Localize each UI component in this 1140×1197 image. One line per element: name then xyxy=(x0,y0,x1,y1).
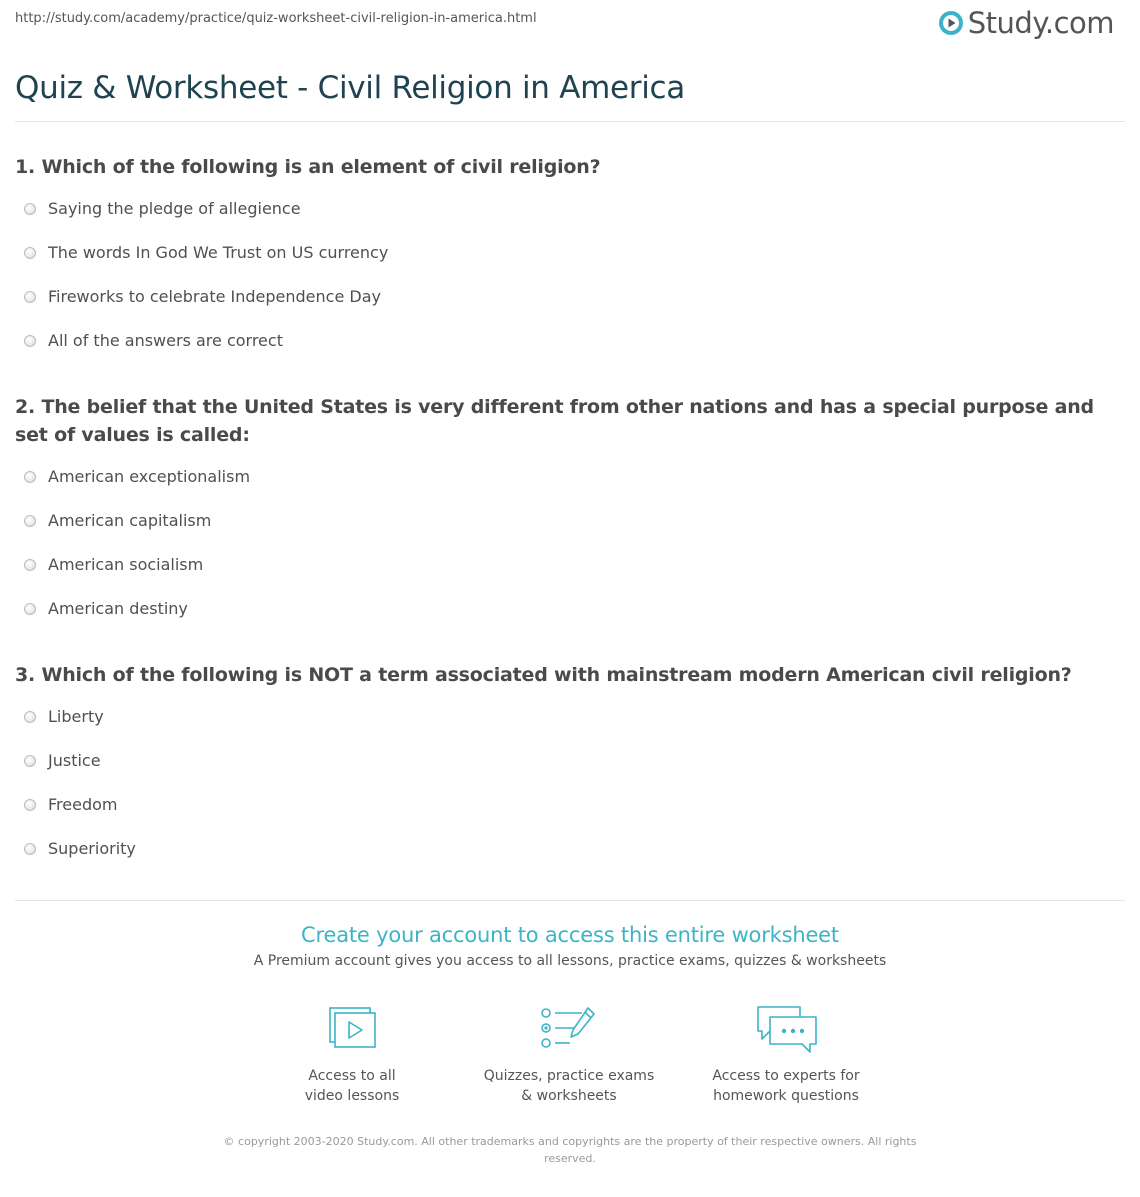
answer-option[interactable] xyxy=(24,511,211,530)
radio-button[interactable] xyxy=(24,291,36,303)
question-3: 3. Which of the following is NOT a term associated with mainstream modern American civil religion? xyxy=(15,664,1072,686)
radio-button[interactable] xyxy=(24,247,36,259)
answer-option[interactable] xyxy=(24,555,203,574)
feature-label: Access to all video lessons xyxy=(304,1068,400,1104)
copyright-footer: © copyright 2003-2020 Study.com. All other trademarks and copyrights are the property of their respective owners. All rights reserved. xyxy=(223,1135,917,1165)
study-logo[interactable] xyxy=(938,6,1114,40)
answer-option[interactable] xyxy=(24,243,388,262)
answer-option[interactable] xyxy=(24,707,104,726)
radio-button[interactable] xyxy=(24,799,36,811)
answer-label: The words In God We Trust on US currency xyxy=(48,243,389,262)
question-2: 2. The belief that the United States is very different from other nations and has a special purpose and set of values is called: xyxy=(15,396,1094,446)
create-account-link[interactable]: Create your account to access this entire worksheet xyxy=(301,923,839,947)
answer-option[interactable] xyxy=(24,467,250,486)
radio-button[interactable] xyxy=(24,203,36,215)
radio-button[interactable] xyxy=(24,515,36,527)
radio-button[interactable] xyxy=(24,711,36,723)
answer-label: American destiny xyxy=(48,599,188,618)
answer-label: American socialism xyxy=(48,555,204,574)
feature-experts xyxy=(686,1004,886,1106)
premium-description: A Premium account gives you access to all lessons, practice exams, quizzes & worksheets xyxy=(253,953,887,969)
title-divider xyxy=(15,121,1125,122)
page-title: Quiz & Worksheet - Civil Religion in America xyxy=(15,70,685,106)
radio-button[interactable] xyxy=(24,335,36,347)
answer-label: American capitalism xyxy=(48,511,212,530)
answer-option[interactable] xyxy=(24,599,188,618)
radio-button[interactable] xyxy=(24,471,36,483)
answer-option[interactable] xyxy=(24,199,301,218)
answer-option[interactable] xyxy=(24,795,117,814)
cta-divider xyxy=(15,900,1125,901)
answer-option[interactable] xyxy=(24,839,136,858)
answer-label: Superiority xyxy=(48,839,136,858)
answer-label: American exceptionalism xyxy=(48,467,251,486)
question-1: 1. Which of the following is an element of civil religion? xyxy=(15,156,601,178)
answer-label: Liberty xyxy=(48,707,104,726)
feature-label: Access to experts for homework questions xyxy=(712,1068,860,1104)
answer-label: Fireworks to celebrate Independence Day xyxy=(48,287,381,306)
feature-quizzes xyxy=(469,1004,669,1106)
radio-button[interactable] xyxy=(24,755,36,767)
page-url: http://study.com/academy/practice/quiz-worksheet-civil-religion-in-america.html xyxy=(15,11,537,26)
answer-option[interactable] xyxy=(24,331,283,350)
answer-option[interactable] xyxy=(24,287,381,306)
chat-bubbles-icon xyxy=(753,1004,819,1056)
feature-video-lessons xyxy=(252,1004,452,1106)
radio-button[interactable] xyxy=(24,843,36,855)
feature-label: Quizzes, practice exams & worksheets xyxy=(483,1068,655,1104)
radio-button[interactable] xyxy=(24,603,36,615)
quiz-checklist-icon xyxy=(536,1004,602,1056)
answer-label: Justice xyxy=(48,751,101,770)
logo-text: Study.com xyxy=(967,6,1114,40)
radio-button[interactable] xyxy=(24,559,36,571)
answer-option[interactable] xyxy=(24,751,101,770)
video-lesson-icon xyxy=(319,1004,385,1056)
answer-label: Freedom xyxy=(48,795,118,814)
answer-label: Saying the pledge of allegience xyxy=(48,199,301,218)
answer-label: All of the answers are correct xyxy=(48,331,283,350)
play-logo-icon xyxy=(938,10,964,36)
